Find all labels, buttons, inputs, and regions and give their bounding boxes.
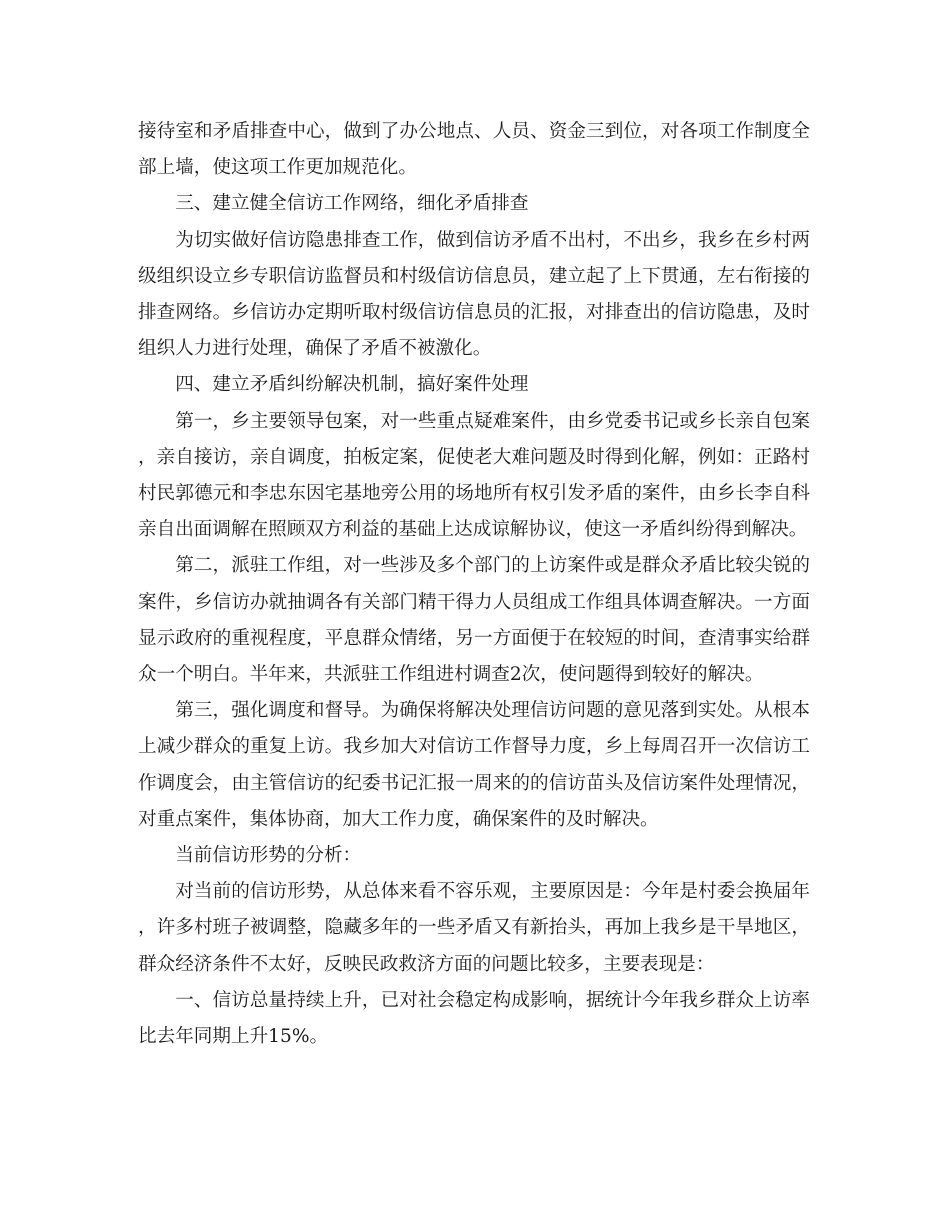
paragraph-second-measure: 第二，派驻工作组，对一些涉及多个部门的上访案件或是群众矛盾比较尖锐的案件，乡信访办就抽调各有关部门精干得力人员组成工作组具体调查解决。一方面显示政府的重视程度，平息群众情绪，另一方面便于在较短的时间，查清事实给群众一个明白。半年来，共派驻工作组进村调查2次，使问题得到较好的解决。 [138, 555, 810, 686]
document-body [138, 114, 810, 1055]
paragraph-third-measure: 第三，强化调度和督导。为确保将解决处理信访问题的意见落到实处。从根本上减少群众的重复上访。我乡加大对信访工作督导力度，乡上每周召开一次信访工作调度会，由主管信访的纪委书记汇报一周来的的信访苗头及信访案件处理情况，对重点案件，集体协商，加大工作力度，确保案件的及时解决。 [138, 700, 810, 830]
paragraph-analysis: 对当前的信访形势，从总体来看不容乐观，主要原因是：今年是村委会换届年，许多村班子被调整，隐藏多年的一些矛盾又有新抬头，再加上我乡是干旱地区，群众经济条件不太好，反映民政救济方面的问题比较多，主要表现是： [138, 881, 810, 975]
section-heading-4: 四、建立矛盾纠纷解决机制，搞好案件处理 [175, 374, 529, 396]
paragraph-network: 为切实做好信访隐患排查工作，做到信访矛盾不出村，不出乡，我乡在乡村两级组织设立乡专职信访监督员和村级信访信息员，建立起了上下贯通，左右衔接的排查网络。乡信访办定期听取村级信访信息员的汇报，对排查出的信访隐患，及时组织人力进行处理，确保了矛盾不被激化。 [138, 229, 810, 360]
paragraph-point-one: 一、信访总量持续上升，已对社会稳定构成影响，据统计今年我乡群众上访率比去年同期上升15%。 [138, 989, 810, 1048]
section-heading-analysis: 当前信访形势的分析： [175, 845, 362, 867]
paragraph-first-measure: 第一，乡主要领导包案，对一些重点疑难案件，由乡党委书记或乡长亲自包案，亲自接访，亲自调度，拍板定案，促使老大难问题及时得到化解，例如：正路村村民郭德元和李忠东因宅基地旁公用的场地所有权引发矛盾的案件，由乡长李自科亲自出面调解在照顾双方利益的基础上达成谅解协议，使这一矛盾纠纷得到解决。 [138, 410, 810, 541]
paragraph-intro-continuation: 接待室和矛盾排查中心，做到了办公地点、人员、资金三到位，对各项工作制度全部上墙，使这项工作更加规范化。 [138, 121, 810, 179]
section-heading-3: 三、建立健全信访工作网络，细化矛盾排查 [175, 193, 529, 215]
